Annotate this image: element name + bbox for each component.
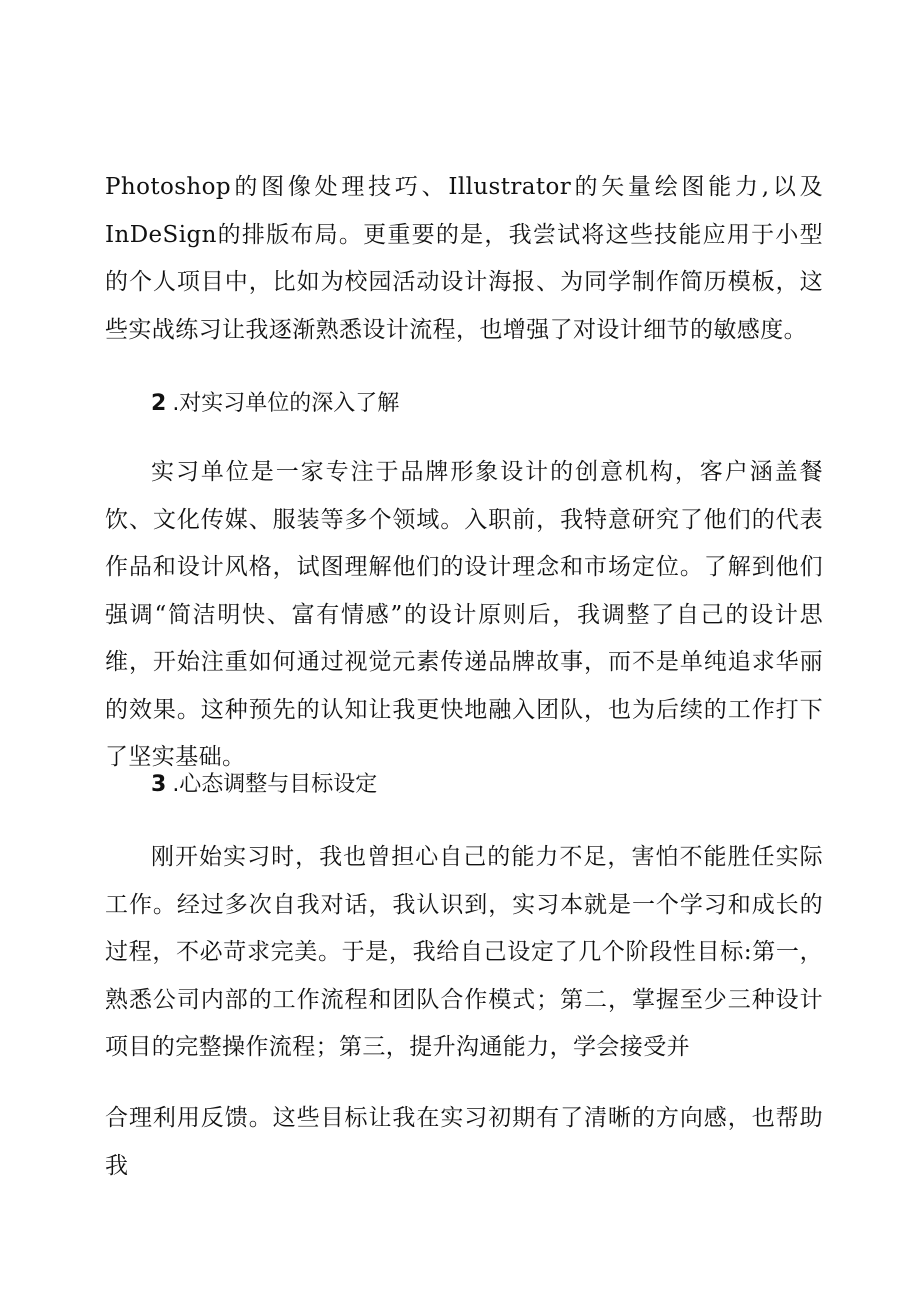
paragraph-mindset-goals: 刚开始实习时，我也曾担心自己的能力不足，害怕不能胜任实际工作。经过多次自我对话，我认识到，实习本就是一个学习和成长的过程，不必苛求完美。于是，我给自己设定了几个阶段性目标:第一，熟悉公司内部的工作流程和团队合作模式；第二，掌握至少三种设计项目的完整操作流程；第三，提升沟通能力，学会接受并 (105, 844, 823, 1060)
section-title: .心态调整与目标设定 (172, 772, 378, 797)
section-title: .对实习单位的深入了解 (172, 391, 400, 416)
section-heading-3 (151, 770, 377, 800)
section-number: 2 (151, 391, 167, 416)
section-heading-2 (151, 389, 399, 419)
paragraph-continued: 合理利用反馈。这些目标让我在实习初期有了清晰的方向感，也帮助我 (105, 1105, 823, 1179)
section-number: 3 (151, 772, 167, 797)
paragraph-software-skills: Photoshop的图像处理技巧、Illustrator的矢量绘图能力,以及InDeSign的排版布局。更重要的是，我尝试将这些技能应用于小型的个人项目中，比如为校园活动设计海报、为同学制作简历模板，这些实战练习让我逐渐熟悉设计流程，也增强了对设计细节的敏感度。 (105, 174, 823, 343)
paragraph-internship-unit: 实习单位是一家专注于品牌形象设计的创意机构，客户涵盖餐饮、文化传媒、服装等多个领域。入职前，我特意研究了他们的代表作品和设计风格，试图理解他们的设计理念和市场定位。了解到他们强调“简洁明快、富有情感”的设计原则后，我调整了自己的设计思维，开始注重如何通过视觉元素传递品牌故事，而不是单纯追求华丽的效果。这种预先的认知让我更快地融入团队，也为后续的工作打下了坚实基础。 (105, 459, 823, 770)
